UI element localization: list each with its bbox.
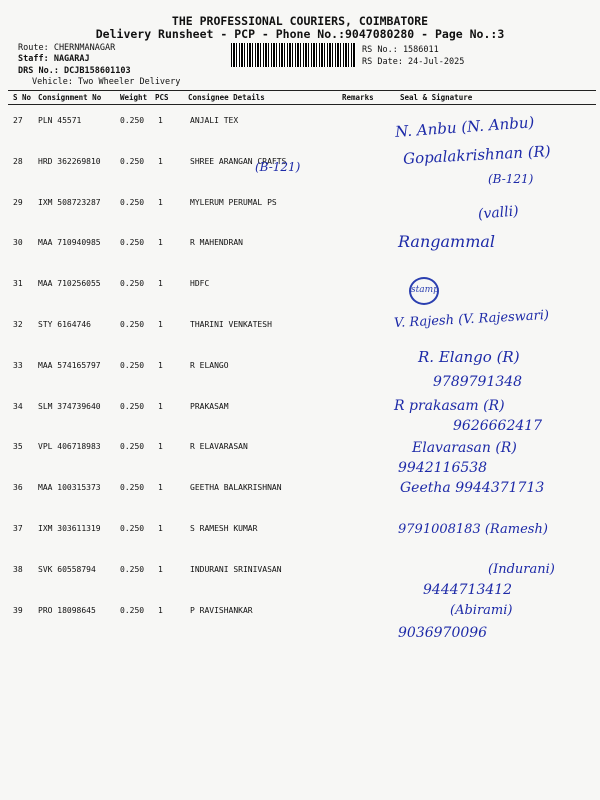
col-sno: S No: [13, 93, 32, 102]
signature-32: V. Rajesh (V. Rajeswari): [393, 307, 550, 332]
cell-consignee: R MAHENDRAN: [190, 238, 243, 248]
phone-39: 9036970096: [398, 625, 488, 641]
cell-cno: SVK 60558794: [38, 564, 96, 574]
cell-sno: 33: [13, 360, 23, 370]
signature-39: (Abirami): [450, 603, 513, 618]
signature-38: (Indurani): [488, 562, 555, 577]
cell-cno: MAA 710256055: [38, 279, 101, 289]
signature-30: Rangammal: [398, 232, 496, 251]
cell-weight: 0.250: [120, 523, 145, 533]
table-row: [8, 268, 596, 309]
table-header: [8, 91, 596, 105]
phone-35: 9942116538: [398, 460, 488, 476]
cell-pcs: 1: [158, 156, 163, 166]
cell-weight: 0.250: [120, 401, 145, 411]
cell-pcs: 1: [158, 279, 163, 289]
signature-28: Gopalakrishnan (R): [402, 142, 552, 168]
cell-pcs: 1: [158, 523, 163, 533]
cell-sno: 37: [13, 523, 23, 533]
signature-35: Elavarasan (R): [412, 440, 517, 456]
cell-sno: 30: [13, 238, 23, 248]
vehicle-label: Vehicle: Two Wheeler Delivery: [32, 77, 181, 87]
cell-weight: 0.250: [120, 483, 145, 493]
cell-cno: MAA 574165797: [38, 360, 101, 370]
note-28: (B-121): [255, 160, 301, 174]
signature-36: Geetha 9944371713: [400, 480, 545, 496]
cell-cno: PRO 18098645: [38, 605, 96, 615]
note-29: (B-121): [488, 172, 534, 186]
signature-37: 9791008183 (Ramesh): [398, 522, 548, 537]
cell-cno: IXM 508723287: [38, 197, 101, 207]
cell-weight: 0.250: [120, 197, 145, 207]
cell-weight: 0.250: [120, 319, 145, 329]
cell-consignee: INDURANI SRINIVASAN: [190, 564, 282, 574]
cell-cno: STY 6164746: [38, 319, 91, 329]
cell-sno: 36: [13, 483, 23, 493]
cell-cno: MAA 710940985: [38, 238, 101, 248]
cell-pcs: 1: [158, 116, 163, 125]
cell-weight: 0.250: [120, 605, 145, 615]
signature-29: (valli): [477, 203, 520, 223]
cell-weight: 0.250: [120, 279, 145, 289]
cell-cno: HRD 362269810: [38, 156, 101, 166]
cell-pcs: 1: [158, 564, 163, 574]
table-row: [8, 227, 596, 268]
cell-pcs: 1: [158, 360, 163, 370]
cell-weight: 0.250: [120, 238, 145, 248]
cell-sno: 32: [13, 319, 23, 329]
cell-pcs: 1: [158, 238, 163, 248]
col-seal-signature: Seal & Signature: [400, 93, 473, 102]
company-title: THE PROFESSIONAL COURIERS, COIMBATORE: [171, 14, 429, 28]
cell-sno: 29: [13, 197, 23, 207]
phone-34: 9626662417: [453, 418, 543, 434]
seal-stamp: stamp: [409, 277, 439, 305]
cell-weight: 0.250: [120, 156, 145, 166]
col-consignee: Consignee Details: [188, 93, 265, 102]
runsheet-title: Delivery Runsheet - PCP - Phone No.:9047080280 - Page No.:3: [95, 27, 505, 41]
cell-pcs: 1: [158, 605, 163, 615]
cell-consignee: P RAVISHANKAR: [190, 605, 253, 615]
cell-cno: VPL 406718983: [38, 442, 101, 452]
cell-cno: IXM 303611319: [38, 523, 101, 533]
cell-weight: 0.250: [120, 442, 145, 452]
cell-sno: 28: [13, 156, 23, 166]
col-consignment: Consignment No: [38, 93, 102, 102]
cell-consignee: PRAKASAM: [190, 401, 229, 411]
cell-consignee: HDFC: [190, 279, 210, 289]
cell-consignee: THARINI VENKATESH: [190, 319, 272, 329]
cell-sno: 31: [13, 279, 23, 289]
drs-number: DRS No.: DCJB158601103: [18, 66, 131, 76]
cell-consignee: MYLERUM PERUMAL PS: [190, 197, 277, 207]
cell-sno: 35: [13, 442, 23, 452]
col-remarks: Remarks: [342, 93, 374, 102]
cell-pcs: 1: [158, 483, 163, 493]
cell-consignee: R ELAVARASAN: [190, 442, 248, 452]
cell-consignee: S RAMESH KUMAR: [190, 523, 258, 533]
route-label: Route: CHERNMANAGAR: [18, 43, 116, 53]
staff-label: Staff: NAGARAJ: [18, 54, 90, 64]
cell-sno: 27: [13, 116, 23, 125]
rs-date: RS Date: 24-Jul-2025: [362, 57, 465, 67]
col-weight: Weight: [120, 93, 148, 102]
signature-34: R prakasam (R): [394, 398, 505, 414]
cell-consignee: GEETHA BALAKRISHNAN: [190, 483, 282, 493]
cell-pcs: 1: [158, 319, 163, 329]
rs-number: RS No.: 1586011: [362, 45, 439, 55]
cell-sno: 39: [13, 605, 23, 615]
cell-pcs: 1: [158, 197, 163, 207]
cell-weight: 0.250: [120, 360, 145, 370]
phone-38: 9444713412: [423, 582, 513, 598]
cell-cno: MAA 100315373: [38, 483, 101, 493]
cell-pcs: 1: [158, 401, 163, 411]
cell-sno: 38: [13, 564, 23, 574]
cell-cno: PLN 45571: [38, 116, 82, 125]
signature-33: R. Elango (R): [418, 348, 520, 366]
cell-sno: 34: [13, 401, 23, 411]
cell-weight: 0.250: [120, 564, 145, 574]
cell-pcs: 1: [158, 442, 163, 452]
cell-cno: SLM 374739640: [38, 401, 101, 411]
col-pcs: PCS: [155, 93, 169, 102]
signature-27: N. Anbu (N. Anbu): [394, 113, 535, 141]
cell-consignee: ANJALI TEX: [190, 116, 239, 125]
phone-33: 9789791348: [433, 374, 523, 390]
cell-weight: 0.250: [120, 116, 145, 125]
cell-consignee: SHREE ARANGAN CRAFTS: [190, 156, 287, 166]
cell-consignee: R ELANGO: [190, 360, 229, 370]
barcode: [231, 43, 356, 67]
